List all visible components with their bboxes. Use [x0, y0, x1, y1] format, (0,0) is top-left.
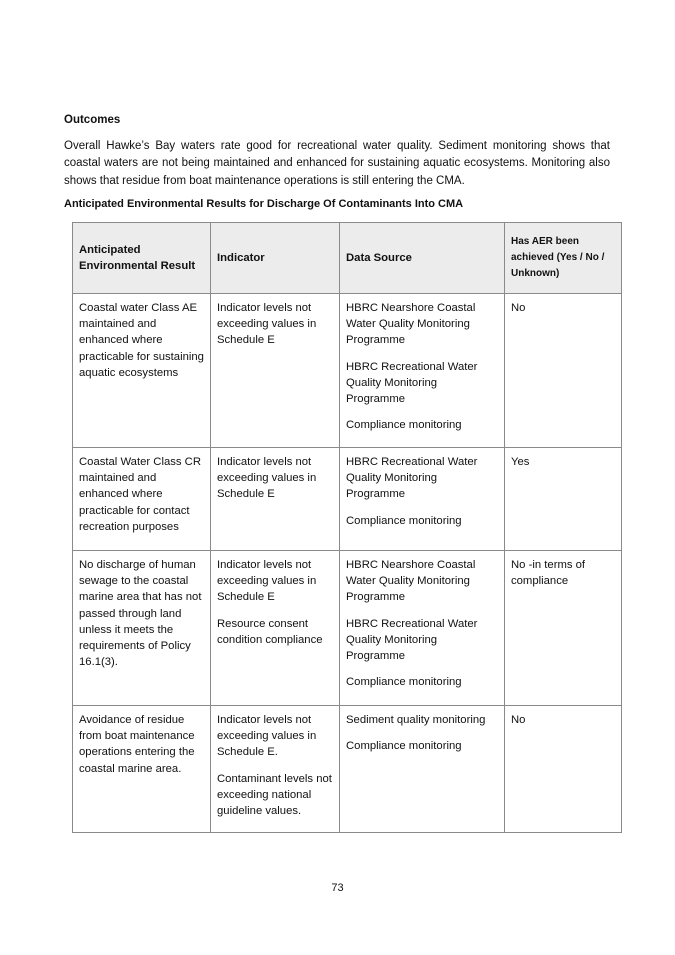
cell-indicator: [211, 294, 340, 448]
indicator-line: Indicator levels not exceeding values in Schedule E: [217, 456, 317, 501]
cell-source: [340, 294, 505, 448]
source-line: HBRC Nearshore Coastal Water Quality Monitoring Programme: [346, 302, 476, 347]
source-line: Sediment quality monitoring: [346, 714, 486, 726]
source-line: Compliance monitoring: [346, 740, 462, 753]
cell-result: Coastal Water Class CR maintained and enhanced where practicable for contact recreation purposes: [73, 448, 211, 551]
table-row: [73, 448, 622, 551]
indicator-line: Indicator levels not exceeding values in Schedule E: [217, 302, 317, 347]
header-source: Data Source: [340, 223, 505, 294]
cell-achieved: Yes: [505, 448, 622, 551]
cell-indicator: [211, 706, 340, 833]
cell-achieved: No: [505, 294, 622, 448]
cell-achieved: No: [505, 706, 622, 833]
source-line: HBRC Recreational Water Quality Monitoring Programme: [346, 456, 478, 501]
header-achieved: Has AER been achieved (Yes / No / Unknown): [505, 223, 622, 294]
table-row: [73, 551, 622, 706]
source-line: Compliance monitoring: [346, 514, 462, 527]
cell-source: [340, 551, 505, 706]
indicator-line: Contaminant levels not exceeding national guideline values.: [217, 772, 332, 818]
source-line: HBRC Nearshore Coastal Water Quality Monitoring Programme: [346, 559, 476, 604]
header-result: Anticipated Environmental Result: [73, 223, 211, 294]
table-row: [73, 294, 622, 448]
cell-indicator: [211, 448, 340, 551]
cell-source: [340, 706, 505, 833]
cell-indicator: [211, 551, 340, 706]
page-number: 73: [331, 882, 344, 894]
source-line: Compliance monitoring: [346, 419, 462, 432]
cell-achieved: No -in terms of compliance: [505, 551, 622, 706]
section-heading: Outcomes: [64, 114, 121, 126]
indicator-line: Indicator levels not exceeding values in Schedule E.: [217, 714, 317, 759]
indicator-line: Indicator levels not exceeding values in Schedule E: [217, 559, 317, 604]
cell-result: Coastal water Class AE maintained and enhanced where practicable for sustaining aquatic ecosystems: [73, 294, 211, 448]
source-line: HBRC Recreational Water Quality Monitoring Programme: [346, 617, 478, 663]
header-indicator: Indicator: [211, 223, 340, 294]
aer-table: [72, 222, 622, 833]
outcomes-paragraph: Overall Hawke’s Bay waters rate good for recreational water quality. Sediment monitoring shows that coastal waters are not being maintained and enhanced for sustaining aquatic ecosystems. Monitoring also shows that residue from boat maintenance operations is still entering the CMA.: [64, 140, 610, 187]
table-title: Anticipated Environmental Results for Discharge Of Contaminants Into CMA: [64, 198, 464, 210]
indicator-line: Resource consent condition compliance: [217, 617, 323, 646]
table-header-row: [73, 223, 622, 294]
source-line: HBRC Recreational Water Quality Monitoring Programme: [346, 360, 478, 406]
source-line: Compliance monitoring: [346, 676, 462, 689]
cell-source: [340, 448, 505, 551]
cell-result: Avoidance of residue from boat maintenance operations entering the coastal marine area.: [73, 706, 211, 833]
cell-result: No discharge of human sewage to the coastal marine area that has not passed through land unless it meets the requirements of Policy 16.1(3).: [73, 551, 211, 706]
table-row: [73, 706, 622, 833]
